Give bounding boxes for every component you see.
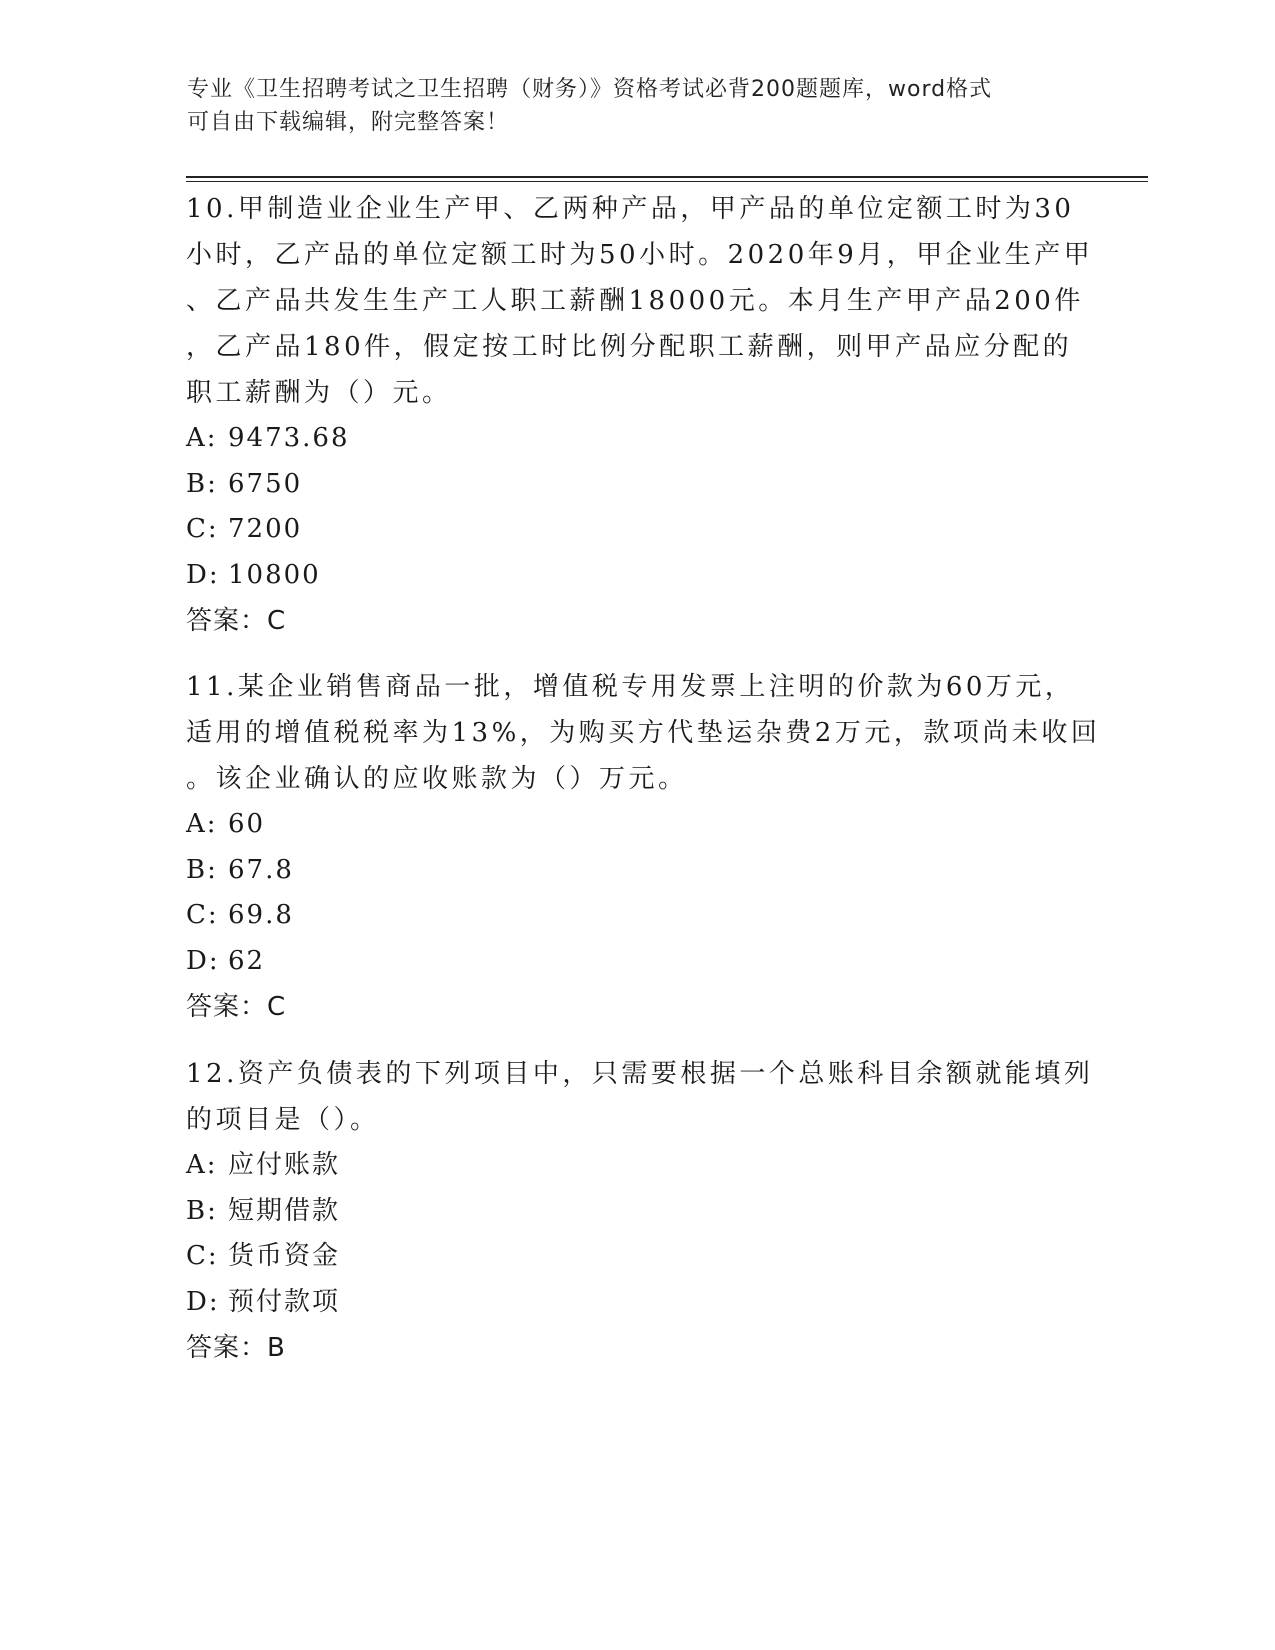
question-stem <box>186 664 1101 802</box>
option-key: B: <box>186 1195 218 1226</box>
option-text: 短期借款 <box>228 1195 341 1226</box>
option-text: 69.8 <box>228 900 294 930</box>
question-line: 。该企业确认的应收账款为（）万元。 <box>186 764 688 794</box>
option-key: B: <box>186 468 218 499</box>
option-text: 预付款项 <box>228 1286 341 1317</box>
option-text: 10800 <box>228 559 321 590</box>
question-line: 、乙产品共发生生产工人职工薪酬18000元。本月生产甲产品200件 <box>186 286 1084 316</box>
document-header <box>187 73 1087 139</box>
question-line: 10.甲制造业企业生产甲、乙两种产品，甲产品的单位定额工时为30 <box>186 194 1075 224</box>
option-key: A: <box>186 809 218 839</box>
answer-label: 答案：B <box>186 1333 286 1363</box>
question-line: 的项目是（）。 <box>186 1105 380 1135</box>
option-text: 7200 <box>228 514 303 544</box>
question-line: 适用的增值税税率为13%，为购买方代垫运杂费2万元，款项尚未收回 <box>186 718 1101 748</box>
option-b <box>186 848 1086 894</box>
option-a <box>186 416 1086 462</box>
question-line: 11.某企业销售商品一批，增值税专用发票上注明的价款为60万元， <box>186 672 1075 702</box>
option-d <box>186 1280 1086 1326</box>
option-text: 6750 <box>228 468 303 499</box>
option-c <box>186 507 1086 553</box>
option-key: A: <box>186 1150 218 1180</box>
option-a <box>186 802 1086 848</box>
option-d <box>186 553 1086 599</box>
option-key: D: <box>186 945 220 976</box>
header-divider <box>186 176 1148 178</box>
option-c <box>186 1234 1086 1280</box>
option-a <box>186 1143 1086 1189</box>
answer-label: 答案：C <box>186 992 287 1022</box>
header-line: 可自由下载编辑，附完整答案！ <box>187 110 510 135</box>
option-text: 9473.68 <box>228 423 350 453</box>
option-b <box>186 462 1086 508</box>
option-key: B: <box>186 854 218 885</box>
option-key: D: <box>186 1286 220 1317</box>
answer-label: 答案：C <box>186 606 287 636</box>
question-11 <box>186 664 1101 1030</box>
option-d <box>186 939 1086 985</box>
option-key: C: <box>186 900 219 930</box>
option-key: D: <box>186 559 220 590</box>
option-key: C: <box>186 514 219 544</box>
question-stem <box>186 186 1094 416</box>
option-key: C: <box>186 1241 219 1271</box>
question-12 <box>186 1051 1094 1371</box>
header-divider <box>186 181 1148 182</box>
option-c <box>186 893 1086 939</box>
option-text: 60 <box>228 809 266 839</box>
option-text: 62 <box>228 945 266 976</box>
question-line: 12.资产负债表的下列项目中，只需要根据一个总账科目余额就能填列 <box>186 1059 1094 1089</box>
option-text: 67.8 <box>228 854 294 885</box>
option-text: 货币资金 <box>228 1241 341 1271</box>
option-key: A: <box>186 423 218 453</box>
question-line: 小时，乙产品的单位定额工时为50小时。2020年9月，甲企业生产甲 <box>186 240 1094 270</box>
header-line: 专业《卫生招聘考试之卫生招聘（财务）》资格考试必背200题题库，word格式 <box>187 77 993 102</box>
question-line: 职工薪酬为（）元。 <box>186 378 452 408</box>
option-text: 应付账款 <box>228 1150 341 1180</box>
question-10 <box>186 186 1094 644</box>
question-stem <box>186 1051 1094 1143</box>
question-line: ，乙产品180件，假定按工时比例分配职工薪酬，则甲产品应分配的 <box>186 332 1073 362</box>
option-b <box>186 1189 1086 1235</box>
